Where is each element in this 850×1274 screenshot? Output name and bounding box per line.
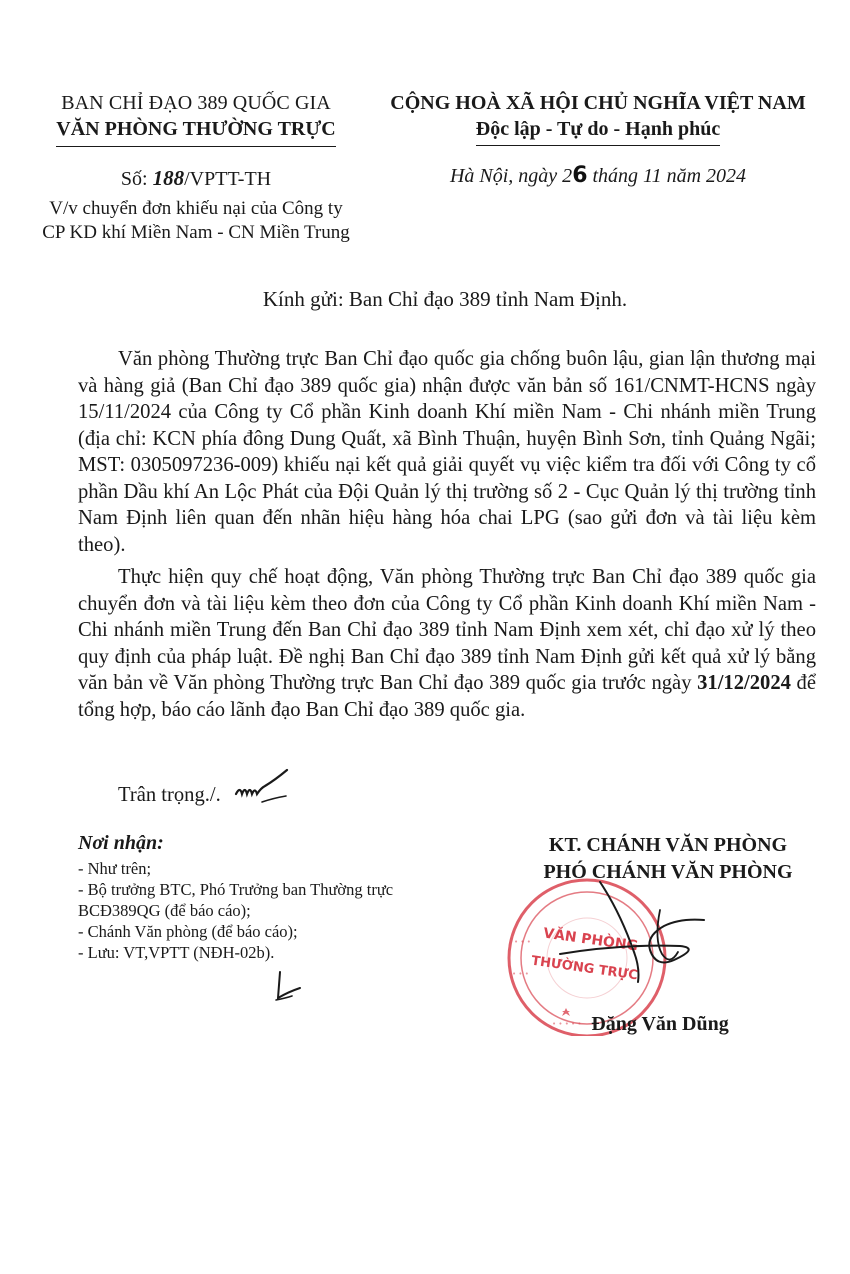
svg-text:• • •: • • • [512,970,529,978]
recipient-item: - Chánh Văn phòng (để báo cáo); [78,922,298,941]
date-suffix: tháng 11 năm 2024 [587,165,747,187]
document-number [0,166,392,191]
signer-position-line-1: KT. CHÁNH VĂN PHÒNG [548,834,788,856]
paragraph-2-text-a: Thực hiện quy chế hoạt động, Văn phòng Thường trực Ban Chỉ đạo 389 quốc gia chuyển đơn và tài liệu kèm theo đơn của Công ty Cổ phần Kinh doanh Khí miền Nam - Chi nhánh miền Trung đến Ban Chỉ đạo 389 tỉnh Nam Định xem xét, chỉ đạo xử lý theo quy định của pháp luật. Đề nghị Ban Chỉ đạo 389 tỉnh Nam Định gửi kết quả xử lý bằng văn bản về Văn phòng Thường trực Ban Chỉ đạo 389 quốc gia trước ngày [78,566,816,694]
stamp-text-line-1: VĂN PHÒNG [542,925,639,955]
body-paragraph-1: Văn phòng Thường trực Ban Chỉ đạo quốc gia chống buôn lậu, gian lận thương mại và hàng giả (Ban Chỉ đạo 389 quốc gia) nhận được văn bản số 161/CNMT-HCNS ngày 15/11/2024 của Công ty Cổ phần Kinh doanh Khí miền Nam - Chi nhánh miền Trung (địa chỉ: KCN phía đông Dung Quất, xã Bình Thuận, huyện Bình Sơn, tỉnh Quảng Ngãi; MST: 0305097236-009) khiếu nại kết quả giải quyết vụ việc kiểm tra đối với Công ty cổ phần Dầu khí An Lộc Phát của Đội Quản lý thị trường số 2 - Cục Quản lý thị trường tỉnh Nam Định liên quan đến nhãn hiệu hàng hóa chai LPG (sao gửi đơn và tài liệu kèm theo). [78,348,816,556]
national-header [373,90,823,146]
agency-name: BAN CHỈ ĐẠO 389 QUỐC GIA [61,92,331,114]
recipient-item: BCĐ389QG (để báo cáo); [78,901,251,920]
stamp-text-line-2: THƯỜNG TRỰC [530,953,639,984]
handwritten-day: 6 [572,163,588,188]
number-value: 188 [152,166,185,190]
recipient-item: - Lưu: VT,VPTT (NĐH-02b). [78,943,275,962]
initial-signature-mark [232,768,294,808]
closing-regards: Trân trọng./. [118,784,221,806]
signer-position-line-2: PHÓ CHÁNH VĂN PHÒNG [543,861,793,883]
place-and-date [373,163,823,188]
addressee: Kính gửi: Ban Chỉ đạo 389 tỉnh Nam Định. [262,287,628,311]
recipients-title: Nơi nhận: [78,832,164,854]
national-motto: Độc lập - Tự do - Hạnh phúc [476,116,720,146]
signer-name: Đặng Văn Dũng [591,1013,729,1035]
subject-line-2: CP KD khí Miền Nam - CN Miền Trung [42,222,350,243]
number-label: Số: [120,168,148,190]
issuing-agency [26,90,366,147]
deadline-date: 31/12/2024 [697,672,791,694]
nation-name: CỘNG HOÀ XÃ HỘI CHỦ NGHĨA VIỆT NAM [390,92,806,114]
date-prefix: Hà Nội, ngày 2 [449,165,573,187]
svg-text:• • • • •: • • • • • [552,1020,582,1028]
document-subject [0,197,392,245]
office-name: VĂN PHÒNG THƯỜNG TRỰC [56,116,335,147]
handwritten-signature [540,870,740,1020]
recipients-list [78,858,438,963]
svg-text:• • •: • • • [514,938,531,946]
clerk-initial-mark [270,966,320,1006]
paragraph-2-text-b: để tổng hợp, báo cáo lãnh đạo Ban Chỉ đạo 389 quốc gia. [78,672,816,721]
body-paragraph-2 [78,564,816,723]
document-body [78,346,816,729]
subject-line-1: V/v chuyển đơn khiếu nại của Công ty [49,198,343,219]
number-suffix: /VPTT-TH [184,168,272,190]
recipient-item: - Bộ trưởng BTC, Phó Trưởng ban Thường trực [78,880,394,899]
recipient-item: - Như trên; [78,859,152,878]
